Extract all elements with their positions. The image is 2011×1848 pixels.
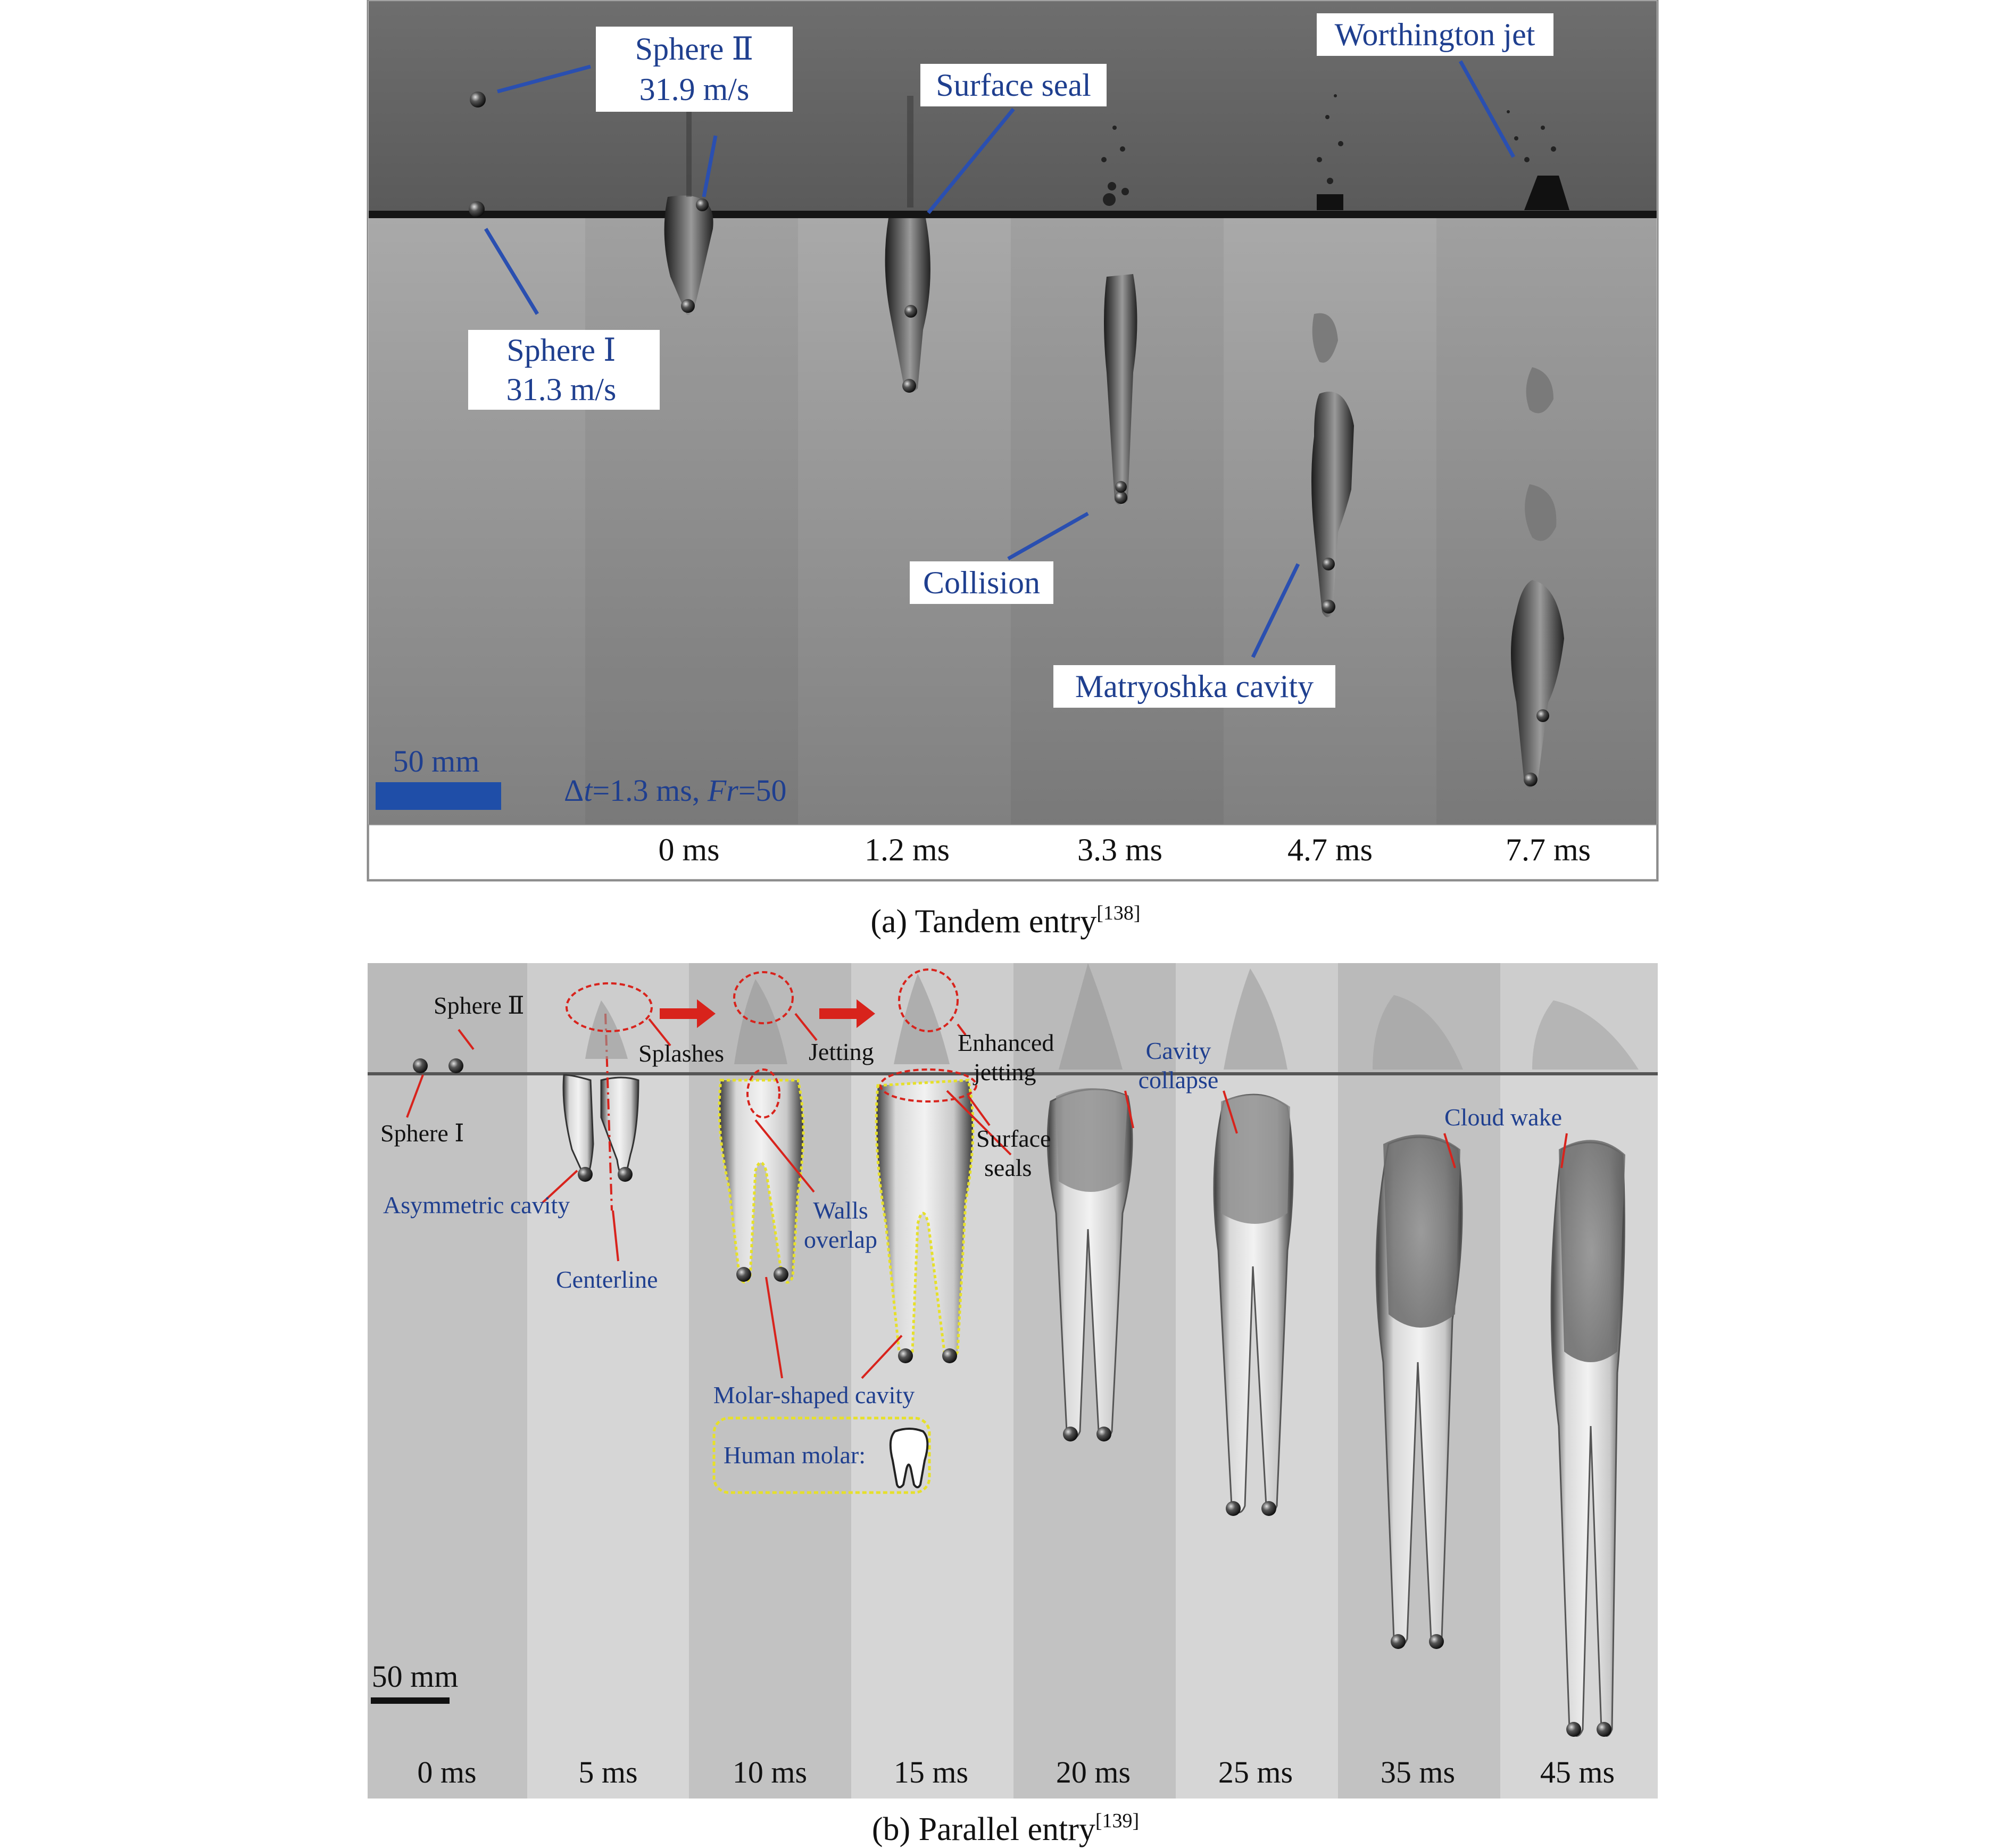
asymmetric-cavity-label: Asymmetric cavity — [383, 1191, 570, 1219]
panel-a-scale-text: 50 mm — [393, 744, 480, 778]
surface-seals-label-2: seals — [984, 1154, 1032, 1181]
panel-b-time-4: 20 ms — [1056, 1755, 1131, 1789]
svg-text:Collision: Collision — [923, 565, 1041, 600]
panel-a-time-2: 3.3 ms — [1077, 832, 1163, 867]
sphere-ii-label-b: Sphere Ⅱ — [434, 992, 525, 1019]
panel-b-time-6: 35 ms — [1380, 1755, 1456, 1789]
panel-b-time-2: 10 ms — [732, 1755, 808, 1789]
panel-a-scale-bar — [376, 782, 501, 810]
cloud-wake-label: Cloud wake — [1444, 1104, 1563, 1131]
enhanced-jetting-label-1: Enhanced — [958, 1029, 1054, 1056]
panel-b-scale-bar — [371, 1697, 450, 1704]
collision-label — [910, 561, 1053, 604]
sphere-ii-name: Sphere Ⅱ — [635, 31, 754, 67]
surface-seal-label — [920, 64, 1107, 106]
panel-a-time-0: 0 ms — [658, 832, 720, 867]
splashes-label: Splashes — [638, 1040, 724, 1067]
sphere-ii-speed: 31.9 m/s — [639, 72, 750, 107]
svg-text:Surface seal: Surface seal — [936, 68, 1091, 103]
panel-b-time-1: 5 ms — [578, 1755, 638, 1789]
sphere-ii-label — [596, 27, 793, 112]
surface-seals-label-1: Surface — [976, 1125, 1051, 1152]
sphere-i-speed: 31.3 m/s — [506, 372, 617, 407]
jetting-label: Jetting — [809, 1038, 874, 1065]
svg-text:Matryoshka cavity: Matryoshka cavity — [1075, 669, 1314, 704]
caption-b: (b) Parallel entry[139] — [871, 1810, 1140, 1847]
panel-b-time-5: 25 ms — [1218, 1755, 1293, 1789]
caption-a: (a) Tandem entry[138] — [870, 902, 1141, 940]
panel-a-time-1: 1.2 ms — [864, 832, 950, 867]
panel-b — [368, 963, 1658, 1799]
matryoshka-label — [1053, 665, 1335, 708]
panel-a-params: Δt=1.3 ms, Fr=50 — [564, 773, 787, 808]
worthington-jet-label — [1317, 13, 1553, 56]
sphere-i-label — [468, 330, 660, 410]
panel-b-time-7: 45 ms — [1540, 1755, 1615, 1789]
centerline-label: Centerline — [556, 1266, 658, 1293]
panel-b-scale-text: 50 mm — [371, 1659, 459, 1694]
sphere-ii-ball — [470, 92, 486, 107]
svg-text:Worthington jet: Worthington jet — [1334, 17, 1535, 52]
molar-shaped-label: Molar-shaped cavity — [713, 1381, 915, 1408]
panel-a — [368, 0, 1658, 881]
panel-b-time-0: 0 ms — [417, 1755, 477, 1789]
panel-a-waterline — [369, 211, 1657, 218]
panel-a-time-strip — [369, 825, 1657, 880]
cavity-collapse-label-2: collapse — [1138, 1066, 1219, 1093]
cavity-collapse-label-1: Cavity — [1145, 1037, 1211, 1064]
sphere-i-ball — [469, 201, 485, 217]
panel-a-time-4: 7.7 ms — [1505, 832, 1591, 867]
enhanced-jetting-label-2: jetting — [974, 1058, 1036, 1085]
walls-overlap-label-2: overlap — [804, 1226, 877, 1253]
panel-a-time-3: 4.7 ms — [1287, 832, 1373, 867]
panel-b-time-3: 15 ms — [893, 1755, 969, 1789]
sphere-i-name: Sphere Ⅰ — [506, 333, 616, 368]
walls-overlap-label-1: Walls — [813, 1197, 868, 1224]
human-molar-label: Human molar: — [724, 1441, 866, 1469]
sphere-i-label-b: Sphere Ⅰ — [380, 1120, 464, 1147]
